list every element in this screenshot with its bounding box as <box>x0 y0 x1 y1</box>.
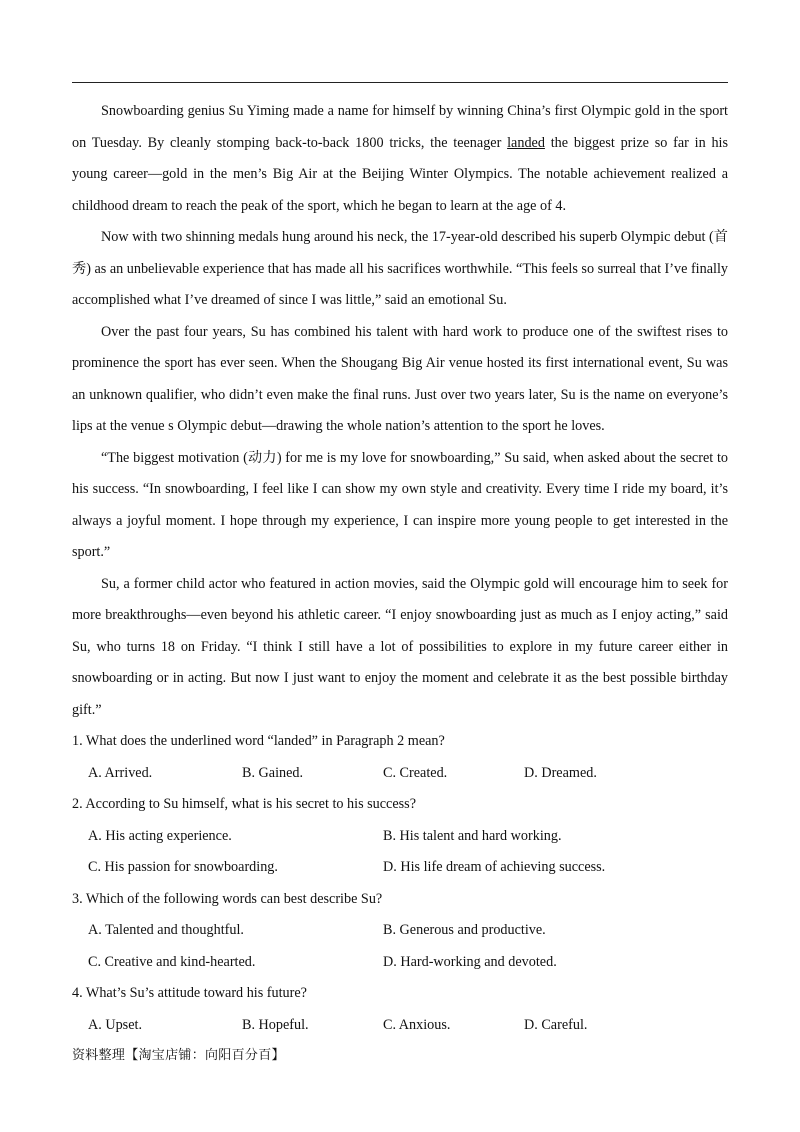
question-2-option-b: B. His talent and hard working. <box>383 827 562 844</box>
question-4-option-d: D. Careful. <box>524 1016 588 1033</box>
reading-passage <box>72 96 728 726</box>
question-3-option-b: B. Generous and productive. <box>383 922 546 938</box>
question-3-options-row-2 <box>72 947 728 979</box>
question-1-options <box>72 758 728 790</box>
paragraph-4: “The biggest motivation (动力) for me is my love for snowboarding,” Su said, when asked about the secret to his success. “In snowboarding, I feel like I can show my own style and creativity. Every time I ride my board, it’s always a joyful moment. I hope through my experience, I can inspire more young people to get interested in the sport.” <box>72 449 728 560</box>
question-1-option-c: C. Created. <box>383 764 448 781</box>
question-4-options <box>72 1010 728 1042</box>
underlined-word-landed: landed <box>507 134 545 151</box>
question-1-option-b: B. Gained. <box>242 764 304 781</box>
question-2 <box>72 789 728 884</box>
question-4 <box>72 978 728 1041</box>
question-3 <box>72 884 728 979</box>
paragraph-5: Su, a former child actor who featured in action movies, said the Olympic gold will encourage him to seek for more breakthroughs—even beyond his athletic career. “I enjoy snowboarding just as much as I enjoy acting,” said Su, who turns 18 on Friday. “I think I still have a lot of possibilities to explore in my future career either in snowboarding or in acting. But now I just want to enjoy the moment and celebrate it as the best possible birthday gift.” <box>72 575 728 718</box>
question-4-option-b: B. Hopeful. <box>242 1016 309 1033</box>
paragraph-1-text-after: the biggest prize so far in his young career—gold in the men’s Big Air at the Beijing Winter Olympics. The notable achievement realized a childhood dream to reach the peak of the sport, which he began to learn at the age of 4. <box>72 134 729 214</box>
paragraph-1 <box>72 96 728 222</box>
question-3-option-c: C. Creative and kind-hearted. <box>88 953 256 970</box>
paragraph-2: Now with two shinning medals hung around his neck, the 17-year-old described his superb Olympic debut (首秀) as an unbelievable experience that has made all his sacrifices worthwhile. “This feels so surreal that I’ve finally accomplished what I’ve dreamed of since I was little,” said an emotional Su. <box>72 229 728 308</box>
question-2-stem: 2. According to Su himself, what is his secret to his success? <box>72 796 416 812</box>
question-1-option-d: D. Dreamed. <box>524 764 597 781</box>
question-4-option-c: C. Anxious. <box>383 1016 451 1033</box>
question-2-option-a: A. His acting experience. <box>88 827 232 844</box>
question-2-options-row-2 <box>72 852 728 884</box>
header-rule <box>72 82 728 83</box>
question-3-options-row-1 <box>72 915 728 947</box>
paragraph-3: Over the past four years, Su has combined his talent with hard work to produce one of the swiftest rises to prominence the sport has ever seen. When the Shougang Big Air venue hosted its first international event, Su was an unknown qualifier, who didn’t even make the final runs. Just over two years later, Su is the name on everyone’s lips at the venue s Olympic debut—drawing the whole nation’s attention to the sport he loves. <box>72 323 728 434</box>
footer-source-note: 资料整理【淘宝店铺：向阳百分百】 <box>72 1048 285 1063</box>
question-4-stem: 4. What’s Su’s attitude toward his future? <box>72 985 307 1001</box>
question-list <box>72 726 728 1041</box>
question-3-stem: 3. Which of the following words can best describe Su? <box>72 890 383 907</box>
paragraph-1-text-before: Snowboarding genius Su Yiming made a name for himself by winning China’s first Olympic gold in the sport on Tuesday. By cleanly stomping back-to-back 1800 tricks, the teenager <box>72 103 728 151</box>
question-1-option-a: A. Arrived. <box>88 764 153 781</box>
question-3-option-a: A. Talented and thoughtful. <box>88 922 244 938</box>
question-3-option-d: D. Hard-working and devoted. <box>383 953 557 970</box>
question-2-options-row-1 <box>72 821 728 853</box>
question-2-option-d: D. His life dream of achieving success. <box>383 859 606 875</box>
question-2-option-c: C. His passion for snowboarding. <box>88 859 278 875</box>
question-1-stem: 1. What does the underlined word “landed” in Paragraph 2 mean? <box>72 733 445 749</box>
question-1 <box>72 726 728 789</box>
question-4-option-a: A. Upset. <box>88 1016 142 1033</box>
